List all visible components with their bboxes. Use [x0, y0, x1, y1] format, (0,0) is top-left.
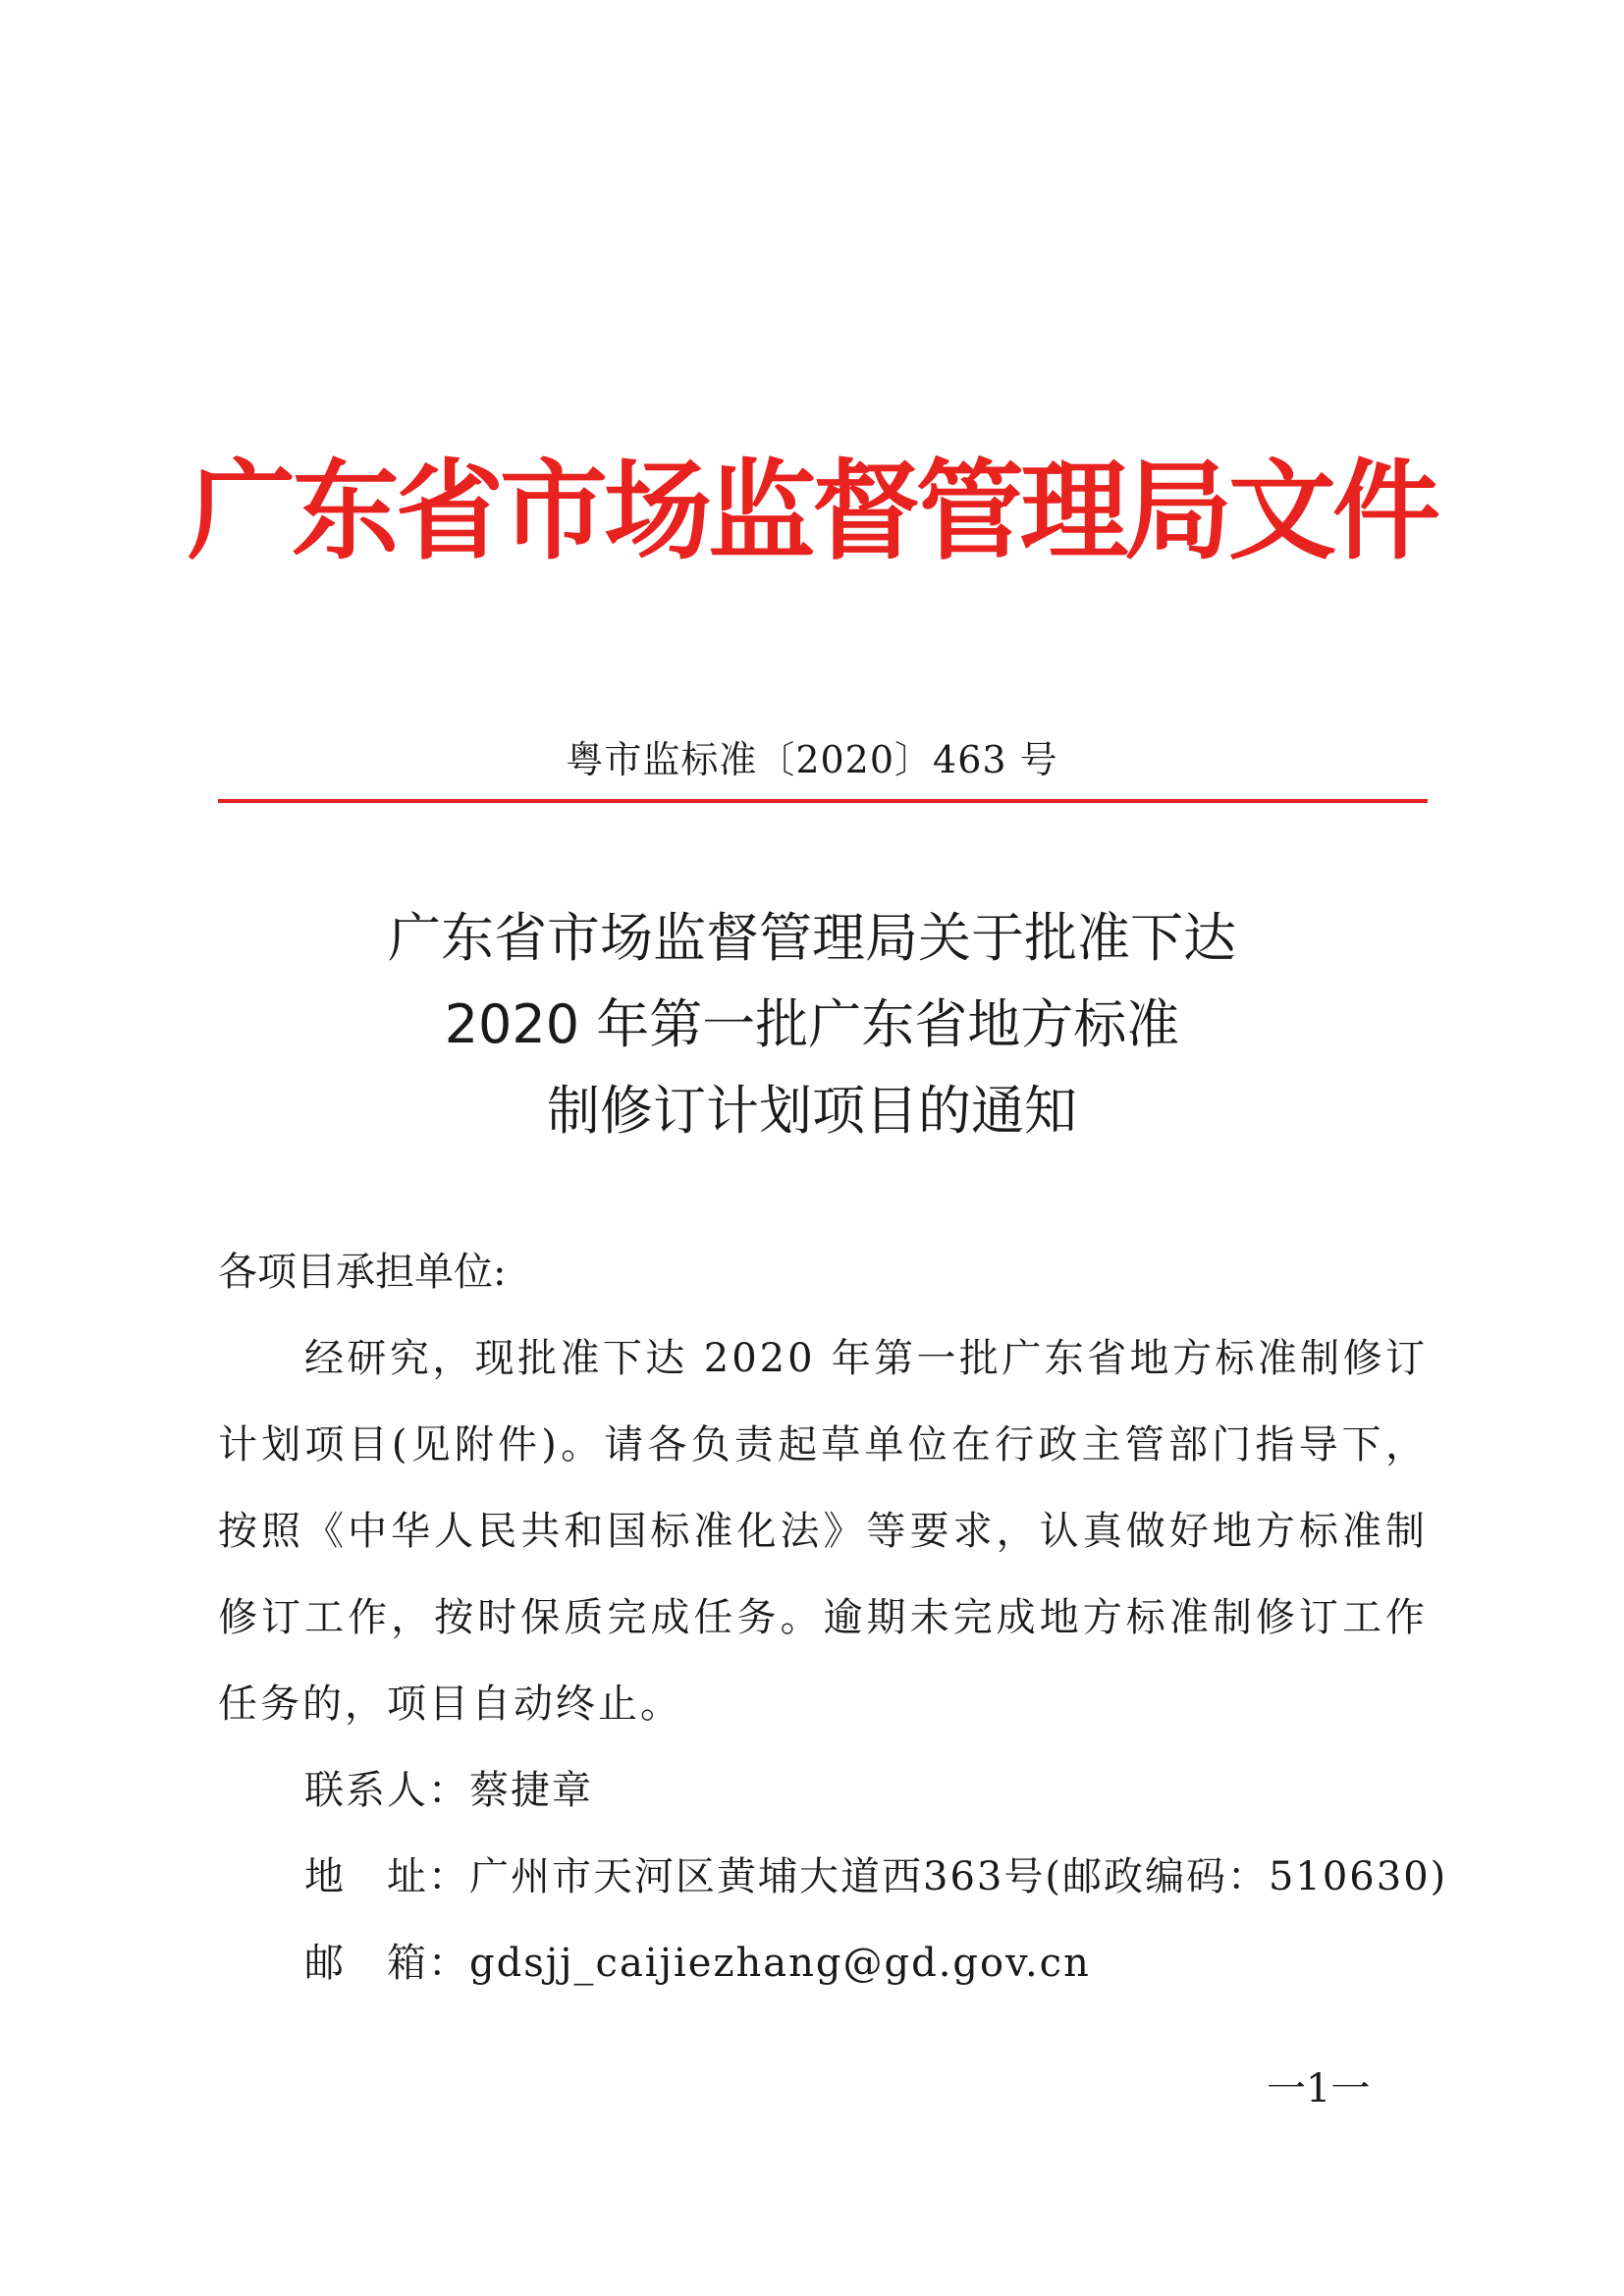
notice-title-line-2: 2020 年第一批广东省地方标准: [444, 993, 1180, 1055]
notice-title-line-3: 制修订计划项目的通知: [547, 1080, 1077, 1142]
body-paragraph: 经研究，现批准下达 2020 年第一批广东省地方标准制修订计划项目(见附件)。请各负责起草单位在行政主管部门指导下，按照《中华人民共和国标准化法》等要求，认真做好地方标准制修订工作，按时保质完成任务。逾期未完成地方标准制修订工作任务的，项目自动终止。: [218, 1336, 1428, 1727]
issuer-title: 广东省市场监督管理局文件: [188, 449, 1436, 574]
document-number: 粤市监标准〔2020〕463 号: [566, 738, 1058, 781]
contact-email: 邮 箱：gdsjj_caijiezhang@gd.gov.cn: [304, 1941, 1091, 1986]
salutation: 各项目承担单位:: [218, 1250, 507, 1295]
red-divider-line: [218, 799, 1428, 803]
page-number: 一1一: [1267, 2066, 1371, 2111]
contact-person: 联系人：蔡捷章: [304, 1768, 593, 1813]
contact-address: 地 址：广州市天河区黄埔大道西363号(邮政编码：510630): [304, 1854, 1448, 1899]
notice-title: [0, 895, 1624, 1154]
notice-title-line-1: 广东省市场监督管理局关于批准下达: [388, 907, 1236, 969]
